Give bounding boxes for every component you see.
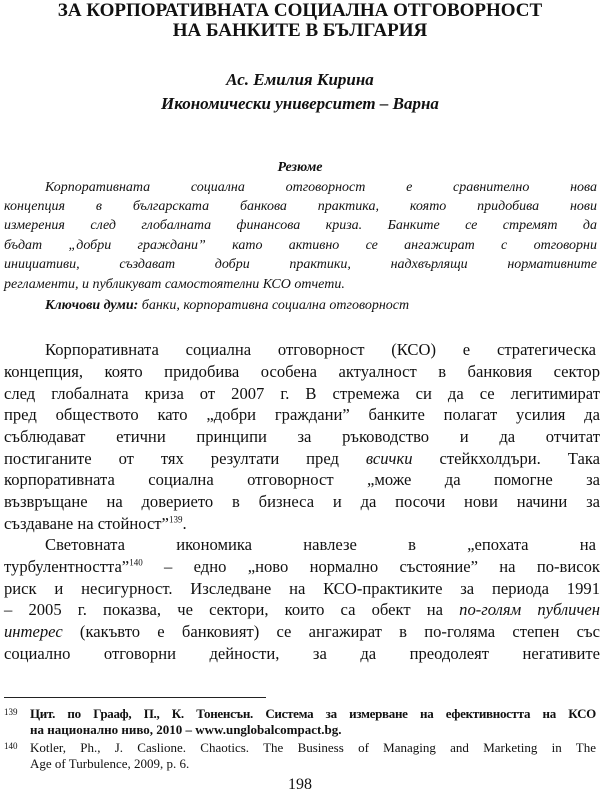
body-span: (какъвто е банковият) се ангажират в по-голяма степен със	[62, 622, 600, 641]
footnote-ref-139[interactable]: 139	[168, 514, 183, 525]
abstract-line: инициативи, създават добри практики, надхвърлящи нормативните	[4, 257, 597, 272]
body-span: стейкхолдъри. Така	[412, 449, 600, 468]
body-span: .	[182, 514, 187, 533]
emphasis: интерес	[4, 622, 63, 641]
body-line: концепция, която придобива особена актуалност в банковия сектор	[4, 362, 600, 381]
body-line: пред обществото като „добри граждани” банките полагат усилия да	[4, 405, 600, 424]
paper-title-line-2: НА БАНКИТЕ В БЪЛГАРИЯ	[172, 20, 428, 41]
emphasis: по-голям публичен	[459, 600, 600, 619]
body-line: възвръщане на доверието в бизнеса и да посочи нови начини за	[4, 492, 600, 511]
body-line	[4, 513, 600, 535]
body-span: – 2005 г. показва, че сектори, които са обект на	[4, 600, 460, 619]
body-line	[4, 448, 600, 470]
footnote-number: 139	[4, 707, 18, 717]
footnote-number: 140	[4, 741, 18, 751]
body-line: корпоративната социална отговорност „може да помогне за	[4, 470, 600, 489]
body-span: създаване на стойност”	[4, 514, 169, 533]
body-span: постиганите от тях резултати пред	[4, 449, 366, 468]
footnote-ref-140[interactable]: 140	[129, 557, 143, 568]
page-number: 198	[288, 776, 312, 793]
abstract-line: регламенти, и публикуват самостоятелни КСО отчети.	[4, 277, 345, 292]
footnote-line: на национално ниво, 2010 – www.unglobalcompact.bg.	[30, 722, 342, 737]
body-line: социално отговорни дейности, за да преодолеят негативите	[4, 644, 600, 663]
body-span: турбулентността”	[4, 557, 130, 576]
abstract-line: измерения след глобалната финансова криза. Банките се стремят да	[4, 218, 597, 233]
abstract-line: Корпоративната социална отговорност е сравнително нова	[45, 180, 597, 195]
emphasis: всички	[365, 449, 413, 468]
author-name: Ас. Емилия Кирина	[226, 70, 374, 89]
abstract-line: концепция в българската банкова практика, която придобива нови	[4, 199, 597, 214]
footnote-line: Kotler, Ph., J. Caslione. Chaotics. The Business of Managing and Marketing in The	[30, 740, 596, 755]
body-line: Корпоративната социална отговорност (КСО) е стратегическа	[45, 340, 596, 359]
paper-title-line-1: ЗА КОРПОРАТИВНАТА СОЦИАЛНА ОТГОВОРНОСТ	[57, 0, 543, 21]
footnote-140	[0, 740, 600, 774]
footnote-139	[0, 706, 600, 740]
author-affiliation: Икономически университет – Варна	[161, 94, 439, 113]
body-line: съблюдават етични принципи за ръководство и да отчитат	[4, 427, 600, 446]
footnote-separator	[4, 697, 266, 698]
body-line	[4, 556, 600, 578]
abstract-line: бъдат „добри граждани” като активно се ангажират с отговорни	[4, 238, 597, 253]
body-span: – едно „ново нормално състояние” на по-висок	[142, 557, 600, 576]
body-line	[4, 599, 600, 621]
footnote-line: Age of Turbulence, 2009, p. 6.	[30, 756, 190, 771]
keywords-text: банки, корпоративна социална отговорност	[138, 298, 410, 313]
body-line: Световната икономика навлезе в „епохата на	[45, 535, 596, 554]
keywords	[45, 296, 597, 315]
body-line: риск и несигурност. Изследване на КСО-практиките за периода 1991	[4, 579, 600, 598]
body-line: след глобалната криза от 2007 г. В стремежа си да се легитимират	[4, 384, 600, 403]
footnote-line: Цит. по Грааф, П., К. Тоненсън. Система за измерване на ефективността на КСО	[30, 706, 596, 721]
keywords-label: Ключови думи:	[45, 298, 139, 313]
body-line	[4, 621, 600, 643]
abstract-heading: Резюме	[277, 160, 323, 175]
